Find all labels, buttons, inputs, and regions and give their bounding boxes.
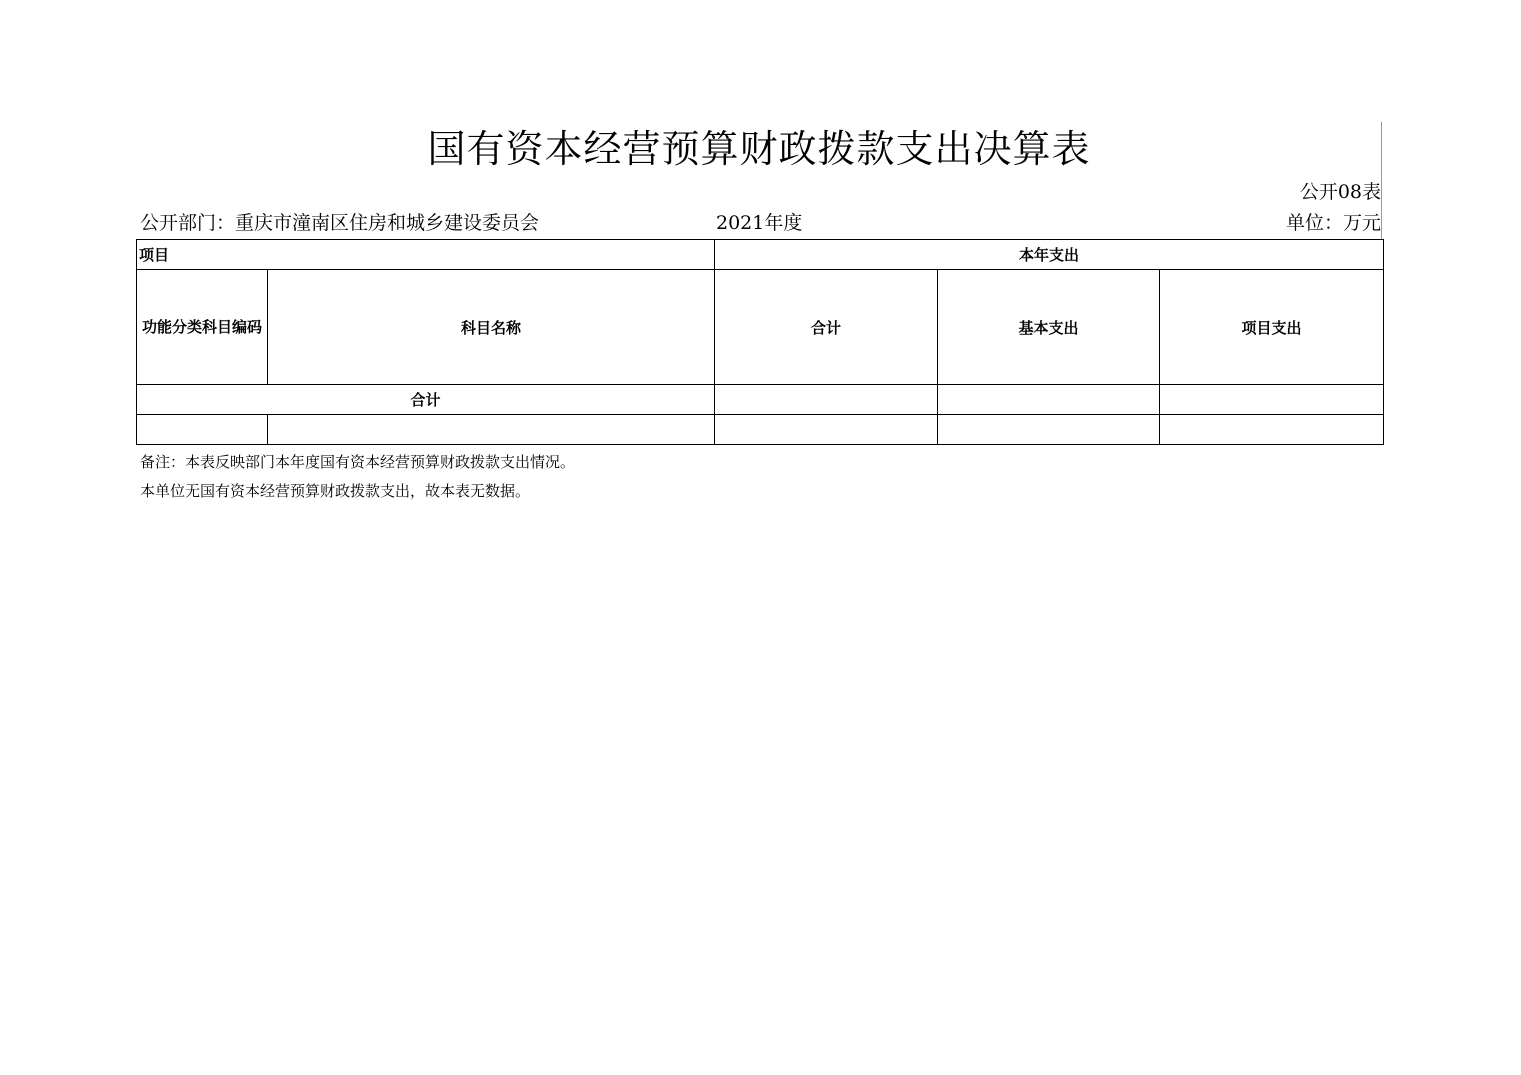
table-header-row-1	[137, 240, 1384, 270]
row-total-cell	[715, 415, 938, 445]
row-code-cell	[137, 415, 268, 445]
row-basic-cell	[938, 415, 1160, 445]
unit-label: 单位：万元	[1285, 212, 1381, 234]
row-project-cell	[1160, 415, 1384, 445]
page-border-line	[1381, 122, 1382, 240]
header-code-cell: 功能分类科目编码	[137, 270, 268, 385]
table-header-row-2	[137, 270, 1384, 385]
no-data-note: 本单位无国有资本经营预算财政拨款支出，故本表无数据。	[140, 482, 531, 500]
total-row	[137, 385, 1384, 415]
remark-note: 备注：本表反映部门本年度国有资本经营预算财政拨款支出情况。	[140, 453, 576, 471]
header-total-cell: 合计	[715, 270, 938, 385]
header-item-cell: 项目	[137, 240, 715, 270]
total-label-cell: 合计	[137, 385, 715, 415]
header-current-year-cell: 本年支出	[715, 240, 1384, 270]
row-name-cell	[268, 415, 715, 445]
header-basic-cell: 基本支出	[938, 270, 1160, 385]
total-amount-cell	[715, 385, 938, 415]
total-project-cell	[1160, 385, 1384, 415]
department-label: 公开部门：重庆市潼南区住房和城乡建设委员会	[140, 212, 540, 234]
header-name-cell: 科目名称	[268, 270, 715, 385]
total-basic-cell	[938, 385, 1160, 415]
header-project-cell: 项目支出	[1160, 270, 1384, 385]
table-row	[137, 415, 1384, 445]
table-code: 公开08表	[1299, 181, 1381, 203]
fiscal-year-label: 2021年度	[716, 212, 803, 234]
page-title: 国有资本经营预算财政拨款支出决算表	[427, 127, 1091, 171]
expenditure-table	[136, 239, 1384, 445]
